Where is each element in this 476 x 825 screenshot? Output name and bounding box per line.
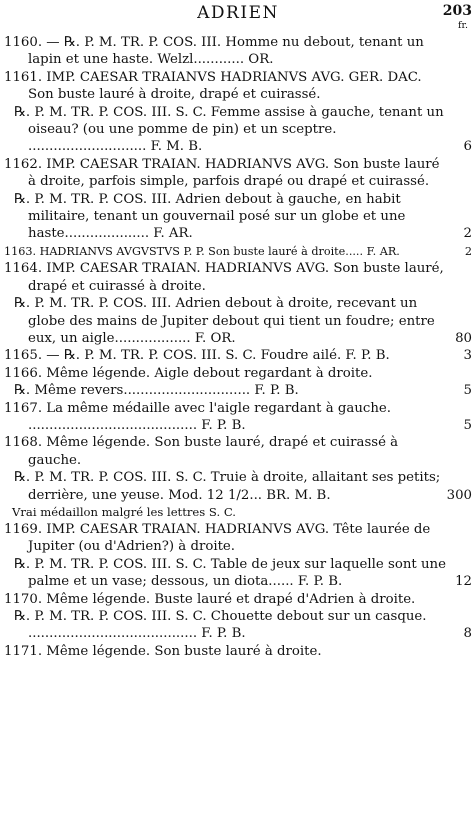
entry-text: ℞. P. M. TR. P. COS. III. S. C. Truie à droite, allaitant ses petits; derrière, une yeuse. Mod. 12 1/2... BR. M. B. <box>14 470 441 503</box>
entry-text: 1165. — ℞. P. M. TR. P. COS. III. S. C. Foudre ailé. F. P. B. <box>4 348 390 364</box>
currency-unit-label: fr. <box>457 20 468 31</box>
entry-text: 1167. La même médaille avec l'aigle regardant à gauche. ........................................ F. P. B. <box>4 400 392 433</box>
catalogue-entry-reverse <box>2 469 474 504</box>
entry-price: 8 <box>463 626 472 642</box>
catalogue-entry-reverse <box>2 104 474 156</box>
catalogue-note <box>2 504 474 521</box>
entry-text: 1161. IMP. CAESAR TRAIANVS HADRIANVS AVG. GER. DAC. Son buste lauré à droite, drapé et cuirassé. <box>4 69 422 103</box>
catalogue-entry <box>2 643 474 660</box>
catalogue-entry <box>2 365 474 382</box>
catalogue-entry <box>2 243 474 260</box>
catalogue-entry-reverse <box>2 191 474 243</box>
catalogue-entry <box>2 434 474 469</box>
note-text: Vrai médaillon malgré les lettres S. C. <box>12 504 236 519</box>
catalogue-entry <box>2 260 474 295</box>
entry-price: 6 <box>463 139 472 155</box>
catalogue-entry-reverse <box>2 382 474 399</box>
entry-price: 12 <box>455 574 472 590</box>
entry-text: ℞. P. M. TR. P. COS. III. S. C. Table de jeux sur laquelle sont une palme et un vase; dessous, un diota...... F. P. B. <box>14 556 446 590</box>
entry-text: 1163. HADRIANVS AVGVSTVS P. P. Son buste lauré à droite..... F. AR. <box>4 244 400 258</box>
page-number: 203 <box>442 3 472 19</box>
entry-text: ℞. P. M. TR. P. COS. III. Adrien debout à droite, recevant un globe des mains de Jupiter debout qui tient un foudre; entre eux, un aigle.................. F. OR. <box>14 296 435 346</box>
entry-text: 1164. IMP. CAESAR TRAIAN. HADRIANVS AVG. Son buste lauré, drapé et cuirassé à droite. <box>4 261 444 294</box>
entry-text: 1162. IMP. CAESAR TRAIAN. HADRIANVS AVG. Son buste lauré à droite, parfois simple, parfois drapé ou drapé et cuirassé. <box>4 156 440 190</box>
entry-text: 1170. Même légende. Buste lauré et drapé d'Adrien à droite. <box>4 591 416 607</box>
entry-text: 1160. — ℞. P. M. TR. P. COS. III. Homme nu debout, tenant un lapin et une haste. Welzl............ OR. <box>4 35 424 68</box>
entry-price: 5 <box>463 383 472 399</box>
catalogue-entry <box>2 521 474 556</box>
entry-text: ℞. Même revers.............................. F. P. B. <box>14 383 299 399</box>
entry-text: 1166. Même légende. Aigle debout regardant à droite. <box>4 365 373 381</box>
catalogue-entry <box>2 400 474 435</box>
catalogue-entry <box>2 34 474 69</box>
catalogue-entry <box>2 347 474 364</box>
catalogue-entry-reverse <box>2 295 474 347</box>
entry-text: ℞. P. M. TR. P. COS. III. Adrien debout à gauche, en habit militaire, tenant un gouvernail posé sur un globe et une haste.................... F. AR. <box>14 191 406 242</box>
entry-text: 1171. Même légende. Son buste lauré à droite. <box>4 643 322 659</box>
entry-price: 80 <box>455 330 472 346</box>
catalogue-entry <box>2 156 474 191</box>
catalogue-entry <box>2 69 474 104</box>
entry-price: 300 <box>446 487 472 503</box>
entry-price: 2 <box>464 244 472 258</box>
entry-text: 1169. IMP. CAESAR TRAIAN. HADRIANVS AVG. Tête laurée de Jupiter (ou d'Adrien?) à droite. <box>4 521 431 555</box>
entry-text: ℞. P. M. TR. P. COS. III. S. C. Femme assise à gauche, tenant un oiseau? (ou une pomme de pin) et un sceptre. ............................ F. M. B. <box>14 104 444 155</box>
entry-price: 2 <box>463 226 472 242</box>
running-title: ADRIEN <box>197 3 279 23</box>
catalogue-entry-reverse <box>2 556 474 591</box>
entry-text: 1168. Même légende. Son buste lauré, drapé et cuirassé à gauche. <box>4 435 399 468</box>
entry-price: 3 <box>463 348 472 364</box>
catalogue-entry-reverse <box>2 608 474 643</box>
page-header <box>0 3 476 29</box>
catalogue-entries <box>2 34 474 660</box>
entry-text: ℞. P. M. TR. P. COS. III. S. C. Chouette debout sur un casque. ........................................ F. P. B. <box>14 609 427 642</box>
catalogue-entry <box>2 591 474 608</box>
entry-price: 5 <box>463 417 472 433</box>
